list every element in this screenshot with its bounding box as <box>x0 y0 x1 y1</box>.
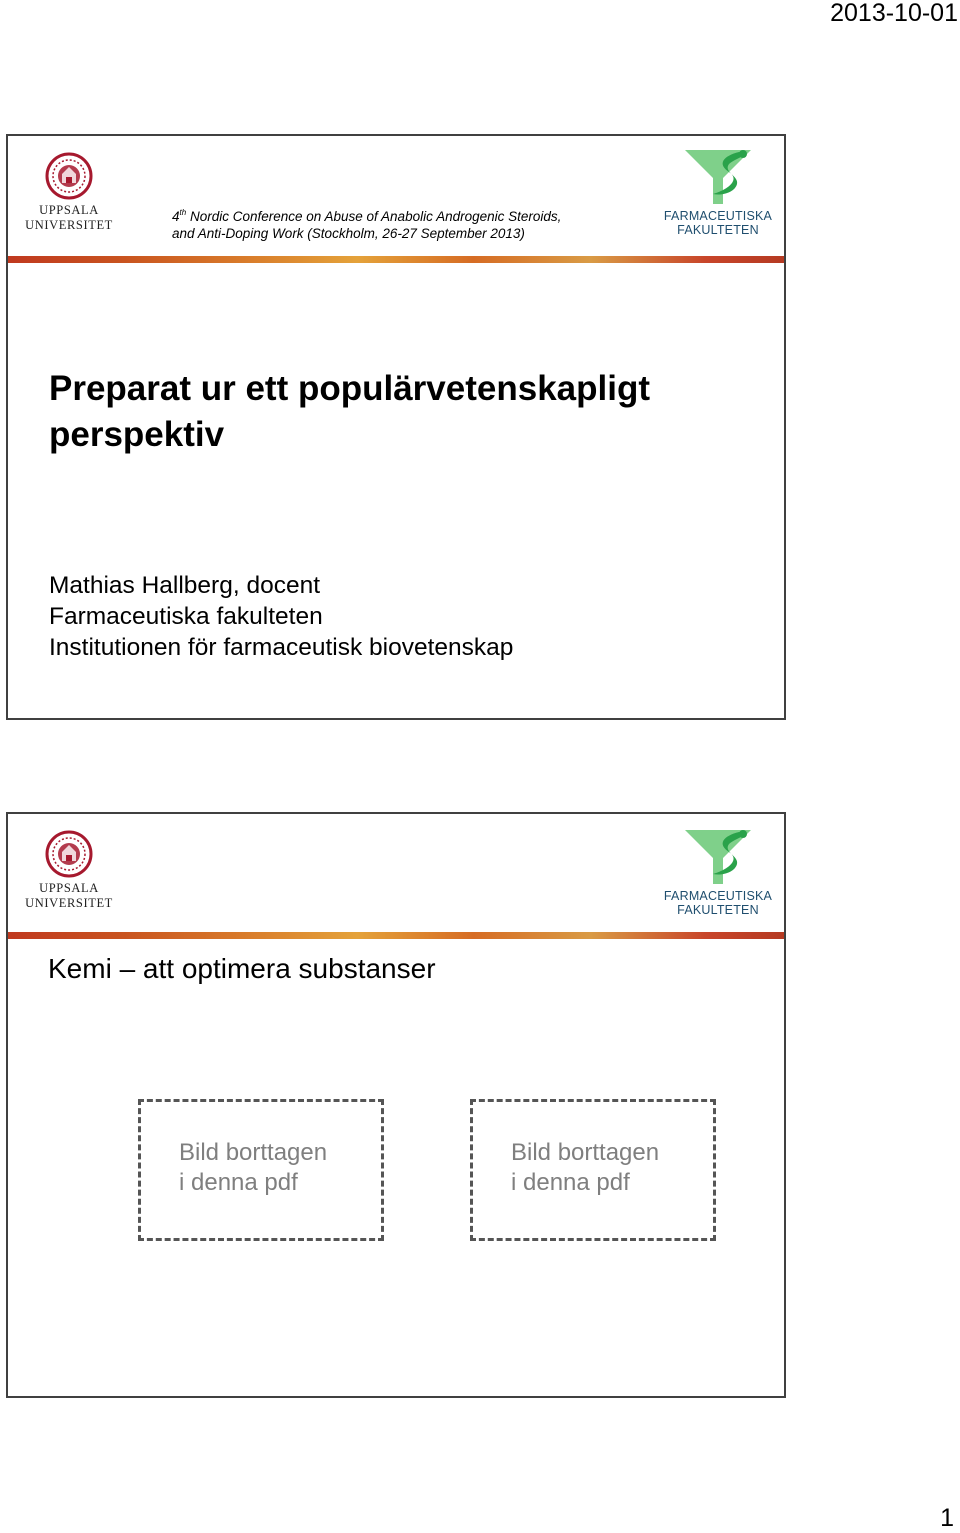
placeholder-line2: i denna pdf <box>179 1169 298 1196</box>
author-department: Institutionen för farmaceutisk biovetenskap <box>49 634 514 661</box>
placeholder-line2: i denna pdf <box>511 1169 630 1196</box>
placeholder-line1: Bild borttagen <box>179 1139 328 1166</box>
faculty-name-line2: FAKULTETEN <box>677 223 759 237</box>
conference-info <box>172 204 561 242</box>
image-removed-placeholder <box>138 1099 384 1241</box>
university-name-line2: UNIVERSITET <box>25 218 113 232</box>
bowl-of-hygieia-icon <box>683 828 753 886</box>
uppsala-university-logo <box>24 830 114 911</box>
header-color-bar <box>8 256 784 263</box>
placeholder-line1: Bild borttagen <box>511 1139 660 1166</box>
university-name-line2: UNIVERSITET <box>25 896 113 910</box>
pharmacy-faculty-logo <box>658 828 778 917</box>
conference-ordinal: 4 <box>172 209 180 224</box>
author-faculty: Farmaceutiska fakulteten <box>49 603 323 630</box>
faculty-name-line1: FARMACEUTISKA <box>663 889 773 903</box>
placeholder-text <box>179 1138 327 1198</box>
university-name-line1: UPPSALA <box>39 203 99 217</box>
author-block <box>49 570 513 663</box>
placeholder-text <box>511 1138 659 1198</box>
slide-title: Preparat ur ett populärvetenskapligt perspektiv <box>49 369 650 454</box>
pharmacy-faculty-logo <box>658 148 778 237</box>
slide-1 <box>6 134 786 720</box>
faculty-name-line1: FARMACEUTISKA <box>663 209 773 223</box>
conference-line2: and Anti-Doping Work (Stockholm, 26-27 September 2013) <box>172 226 525 241</box>
uppsala-seal-icon <box>45 152 93 200</box>
conference-line1: Nordic Conference on Abuse of Anabolic Androgenic Steroids, <box>186 209 562 224</box>
bowl-of-hygieia-icon <box>683 148 753 206</box>
slide-title: Kemi – att optimera substanser <box>48 953 436 984</box>
university-name-line1: UPPSALA <box>39 881 99 895</box>
slide-2 <box>6 812 786 1398</box>
page-date: 2013-10-01 <box>830 0 958 27</box>
header-color-bar <box>8 932 784 939</box>
conference-ordinal-suffix: th <box>179 208 187 217</box>
uppsala-seal-icon <box>45 830 93 878</box>
page-number: 1 <box>940 1504 954 1532</box>
uppsala-university-logo <box>24 152 114 233</box>
image-removed-placeholder <box>470 1099 716 1241</box>
author-name: Mathias Hallberg, docent <box>49 572 321 599</box>
faculty-name-line2: FAKULTETEN <box>677 903 759 917</box>
